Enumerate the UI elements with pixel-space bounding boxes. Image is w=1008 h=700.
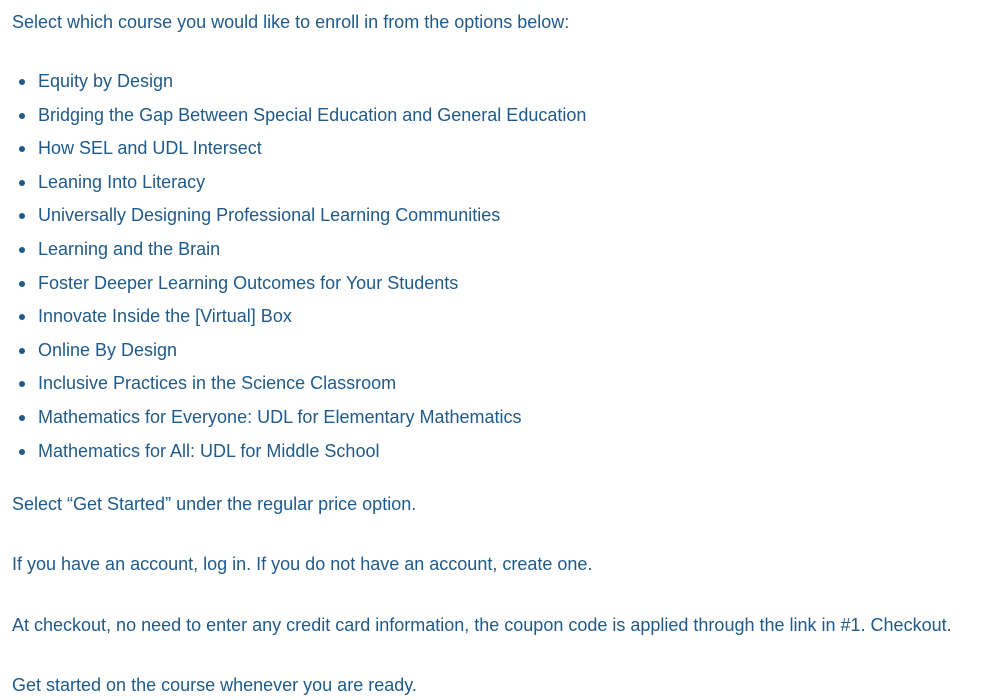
bullet-icon <box>19 281 25 287</box>
course-name: Leaning Into Literacy <box>38 171 206 192</box>
course-name: Foster Deeper Learning Outcomes for Your Students <box>38 272 459 293</box>
course-item <box>0 404 586 438</box>
course-item <box>0 370 586 404</box>
bullet-icon <box>19 79 25 85</box>
bullet-icon <box>19 113 25 119</box>
intro-text: Select which course you would like to enroll in from the options below: <box>12 12 570 32</box>
course-item <box>0 236 586 270</box>
bullet-icon <box>19 180 25 186</box>
course-item <box>0 337 586 371</box>
step-begin-course: Get started on the course whenever you are ready. <box>12 675 417 695</box>
course-name: Mathematics for All: UDL for Middle School <box>38 440 380 461</box>
course-item <box>0 102 586 136</box>
course-name: How SEL and UDL Intersect <box>38 138 262 159</box>
course-name: Innovate Inside the [Virtual] Box <box>38 306 292 327</box>
bullet-icon <box>19 247 25 253</box>
course-item <box>0 169 586 203</box>
step-get-started: Select “Get Started” under the regular price option. <box>12 494 417 514</box>
course-name: Mathematics for Everyone: UDL for Elementary Mathematics <box>38 406 522 427</box>
bullet-icon <box>19 146 25 152</box>
bullet-icon <box>19 449 25 455</box>
course-name: Online By Design <box>38 339 178 360</box>
course-item <box>0 135 586 169</box>
course-item <box>0 438 586 472</box>
course-list <box>0 68 586 471</box>
course-name: Bridging the Gap Between Special Education and General Education <box>38 104 587 125</box>
bullet-icon <box>19 348 25 354</box>
bullet-icon <box>19 415 25 421</box>
course-item <box>0 68 586 102</box>
course-item <box>0 270 586 304</box>
bullet-icon <box>19 213 25 219</box>
bullet-icon <box>19 381 25 387</box>
course-name: Inclusive Practices in the Science Classroom <box>38 373 397 394</box>
course-name: Universally Designing Professional Learning Communities <box>38 205 501 226</box>
bullet-icon <box>19 314 25 320</box>
step-account: If you have an account, log in. If you do not have an account, create one. <box>12 554 593 574</box>
course-item <box>0 303 586 337</box>
step-checkout: At checkout, no need to enter any credit card information, the coupon code is applied through the link in #1. Checkout. <box>12 615 952 635</box>
course-item <box>0 202 586 236</box>
course-name: Learning and the Brain <box>38 238 221 259</box>
course-name: Equity by Design <box>38 71 174 91</box>
